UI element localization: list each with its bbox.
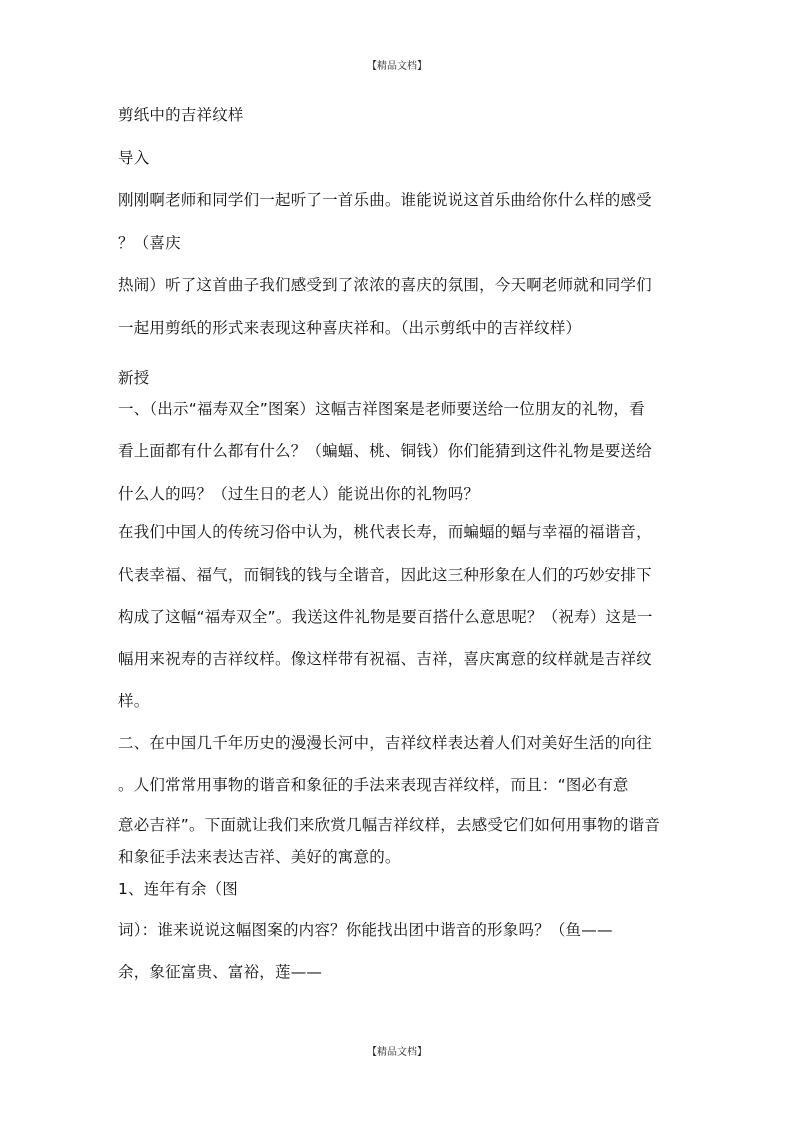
paragraph-line: 。人们常常用事物的谐音和象征的手法来表现吉祥纹样，而且：“图必有意 [118, 776, 629, 794]
paragraph-line: 代表幸福、福气，而铜钱的钱与全谐音，因此这三种形象在人们的巧妙安排下 [118, 566, 652, 584]
paragraph-line: 幅用来祝寿的吉祥纹样。像这样带有祝福、吉祥，喜庆寓意的纹样就是吉祥纹 [118, 650, 652, 668]
paragraph-line: 看上面都有什么都有什么？（蝙蝠、桃、铜钱）你们能猜到这件礼物是要送给 [118, 442, 652, 460]
list-item-heading: 1、连年有余（图 [118, 880, 238, 898]
paragraph-line: 余，象征富贵、富裕，莲—— [118, 963, 323, 981]
paragraph-line: 什么人的吗？（过生日的老人）能说出你的礼物吗？ [118, 485, 480, 503]
page-footer: 【精品文档】 [367, 1047, 427, 1058]
document-title: 剪纸中的吉祥纹样 [118, 106, 244, 124]
paragraph-line: 热闹）听了这首曲子我们感受到了浓浓的喜庆的氛围，今天啊老师就和同学们 [118, 276, 652, 294]
paragraph-line: 刚刚啊老师和同学们一起听了一首乐曲。谁能说说这首乐曲给你什么样的感受 [118, 191, 652, 209]
paragraph-line: 一、（出示“福寿双全”图案）这幅吉祥图案是老师要送给一位朋友的礼物，看 [118, 400, 645, 418]
paragraph-line: 和象征手法来表达吉祥、美好的寓意的。 [118, 848, 401, 866]
page-header: 【精品文档】 [367, 61, 427, 72]
paragraph-line: ？（喜庆 [118, 234, 181, 252]
paragraph-line: 在我们中国人的传统习俗中认为，桃代表长寿，而蝙蝠的蝠与幸福的福谐音， [118, 523, 652, 541]
paragraph-line: 样。 [118, 692, 150, 710]
paragraph-line: 一起用剪纸的形式来表现这种喜庆祥和。（出示剪纸中的吉祥纹样） [118, 319, 582, 337]
section-heading-new: 新授 [118, 369, 150, 387]
paragraph-line: 构成了这幅“福寿双全”。我送这件礼物是要百搭什么意思呢？（祝寿）这是一 [118, 608, 653, 626]
paragraph-line: 词）：谁来说说这幅图案的内容？你能找出团中谐音的形象吗？（鱼—— [118, 921, 613, 939]
paragraph-line: 意必吉祥”。下面就让我们来欣赏几幅吉祥纹样，去感受它们如何用事物的谐音 [118, 816, 661, 834]
section-heading-intro: 导入 [118, 149, 150, 167]
paragraph-line: 二、在中国几千年历史的漫漫长河中，吉祥纹样表达着人们对美好生活的向往 [118, 734, 652, 752]
